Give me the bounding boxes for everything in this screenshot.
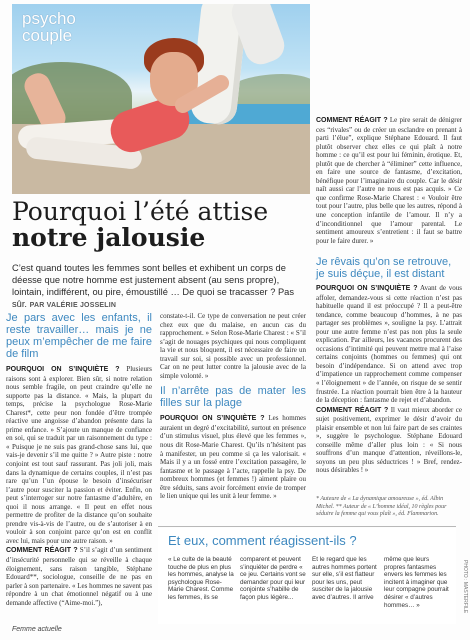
paragraph-lead: POURQUOI ON S’INQUIÈTE ? [6,366,120,373]
section-heading-3: Je rêvais qu’on se retrouve, je suis déçue, il est distant [316,256,452,280]
box-column: « Le culte de la beauté touche de plus en plus les hommes, analyse la psychologue Rose-Marie Charest. Comme les femmes, ils se [168,556,234,601]
paragraph: POURQUOI ON S’INQUIÈTE ? Avant de vous affoler, demandez-vous si cette réaction n’est pas habituelle quand il est préoccupé ? Il a peut-être tendance, comme beaucoup d’hommes, à ne pas partager ses problèmes », souligne la psy. L’attrait pour une autre femme n’est pas non plus la seule explication. Par ailleurs, les vacances procurent des occasions d’intimité qui peuvent mettre mal à l’aise certains conjoints (hommes ou femmes) qui ont besoin d’indépendance. Si on attend avec trop d’impatience un rapprochement comme compenser « l’éloignement » de l’année, on risque de se sentir frustrée. La réaction pourrait bien être à la hauteur de la déception : fantasme de rejet et d’abandon. [316,284,462,405]
headline-line-1: Pourquoi l’été attise [12,197,269,226]
column-3 [316,116,462,246]
paragraph: COMMENT RÉAGIT ? Il vaut mieux aborder ce sujet positivement, exprimer le désir d’avoir du plaisir ensemble et non lui faire part de ses craintes », suggère le psychologue. Stéphane Edouard conseille même d’aller plus loin : « Si nous souffrons d’un manque d’attention, réveillons-le, soyons un peu plus séductrices ! » Bref, rendez-nous désirables ! » [316,405,463,475]
paragraph-lead: COMMENT RÉAGIT ? [6,547,78,555]
paragraph: POURQUOI ON S’INQUIÈTE ? Plusieurs raisons sont à explorer. Bien sûr, si notre relation nous semble fragile, on peut craindre qu’elle ne supporte pas la distance. « Mais, la plupart du temps, précise la psychologue Rose-Marie Charest*, cette peur non fondée d’être trompée réactive une angoisse d’abandon présente dans la prime enfance. » S’ajoute un manque de confiance en soi, qui se traduit par un raisonnement du type : « Puisque je ne suis pas grand-chose sans lui, que vais-je devenir s’il me quitte ? » Autre piste : notre conjoint est tout sauf rassurant. Pas joli joli, mais dans la dynamique de certains couples, il n’est pas rare qu’un l’un épouse le besoin d’insécuriser l’autre pour susciter la passion et éviter. Enfin, on peut s’interroger sur notre fantasme d’adultère, en quoi il nous arrange. « Il peut en effet nous permettre de profiter de la distance qu’on souhaite prendre vis-à-vis de l’autre, ou de s’autoriser à en vouloir à son conjoint parce qu’on est en conflit avec lui, mais pour une autre raison. » [6,365,152,545]
box-column: Et le regard que les autres hommes portent sur elle, s’il est flatteur pour les uns, peut susciter de la jalousie avec d’autres. Il arrive [312,556,377,601]
couple-beach-photo [12,4,310,194]
box-title: Et eux, comment réagissent-ils ? [168,533,357,548]
sidebar-box [158,528,456,624]
footnotes: * Auteure de « La dynamique amoureuse », éd. Albin Michel. ** Auteur de « L’homme idéal, 10 règles pour séduire la femme qui vous plaît », éd. Flammarion. [316,496,447,517]
paragraph-lead: COMMENT RÉAGIT ? [316,406,389,414]
standfirst-text: C’est quand toutes les femmes sont belles et exhibent un corps de déesse que notre homme est justement absent (au sens propre), lointain, indifférent, ou pire, émoustillé … De quoi se tracasser ? Pas sûr. [12,263,294,309]
section-rubric [22,10,76,44]
column-2 [160,312,306,502]
paragraph: COMMENT RÉAGIT ? Le pire serait de dénigrer ces “rivales” ou de créer un esclandre en prenant à parti l’élue”, explique Stéphane Edouard. Il faut plutôt observer chez elles ce qui plaît à notre homme : ce qu’il est pour lui féminin, érotique. Et, plutôt que de chercher à “éliminer” cette influence, en faire une source de fantasme, d’excitation, bénéfique pour l’imaginaire du couple. Car le désir naît aussi car l’autre ne nous est pas acquis. » Ce que confirme Rose-Marie Charest : « Vouloir être tout pour l’autre, plus belle que les autres, répond à une conception infantile de l’amour. Il n’y a d’inconditionnel que l’amour parental. Le sentiment amoureux s’entretient : il faut se battre pour le faire durer. » [316,116,463,245]
column-3-lower [316,284,462,476]
box-divider [158,526,456,527]
section-heading-1: Je pars avec les enfants, il reste travailler… mais je ne peux m’empêcher de me faire de film [6,312,152,360]
paragraph: POURQUOI ON S’INQUIÈTE ? Les hommes auraient un degré d’excitabilité, surtout en présence d’un stimulus visuel, plus élevé que les femmes », nous dit Rose-Marie Charest. Qu’ils n’hésitent pas à manifester, un peu comme si ça les valorisait. « Mais il y a un fossé entre l’excitation passagère, le fantasme et le passage à l’acte, rappelle la psy. De nombreux hommes (et femmes !) aiment plaire ou être séduits, sans avoir forcément envie de tromper le lien unique qui les unit à leur femme. » [160,414,307,501]
paragraph-lead: POURQUOI ON S’INQUIÈTE ? [316,285,418,292]
paragraph: COMMENT RÉAGIT ? S’il s’agit d’un sentiment d’insécurité personnelle qui se réveille à chaque éloignement, sans raison tangible, Stéphane Edouard**, sociologue, conseille de ne pas en parler à son partenaire. « Les hommes ne savent pas répondre à un chat émotionnel négatif ou à une demande affective (“Aime-moi.”), [6,546,152,607]
section-heading-2: Il n’arrête pas de mater les filles sur la plage [160,385,306,410]
paragraph-lead: COMMENT RÉAGIT ? [316,117,388,124]
box-column: comparent et peuvent s’inquiéter de perdre « ce jeu. Certains vont se demander pour qui leur conjointe s’habille de façon plus légère... [240,556,306,601]
byline: PAR VALÉRIE JOSSELIN [29,302,117,309]
article-headline [12,199,312,251]
rubric-line-1: psycho [22,9,76,28]
box-column: même que leurs propres fantasmes envers les femmes les incitent à imaginer que leur compagne pourrait désirer « d’autres hommes… » [384,556,449,609]
photo-credit: PHOTO : MASTERFILE [462,560,468,614]
rubric-line-2: couple [22,26,73,45]
headline-line-2: notre jalousie [12,223,206,252]
magazine-footer: Femme actuelle [12,626,62,633]
paragraph: constate-t-il. Ce type de conversation ne peut créer chez eux que du malaise, en aucun cas du rapprochement. » Selon Rose-Marie Charest : « S’il s’agit de nouages psychiques qui nous compliquent la vie et nous bloquent, il est nécessaire de faire un travail sur soi, si possible avec un professionnel. Car on ne peut lutter contre la jalousie avec de la simple volonté. » [160,312,306,380]
paragraph-lead: POURQUOI ON S’INQUIÈTE ? [160,415,265,423]
article-standfirst [12,262,308,312]
column-1 [6,312,152,608]
